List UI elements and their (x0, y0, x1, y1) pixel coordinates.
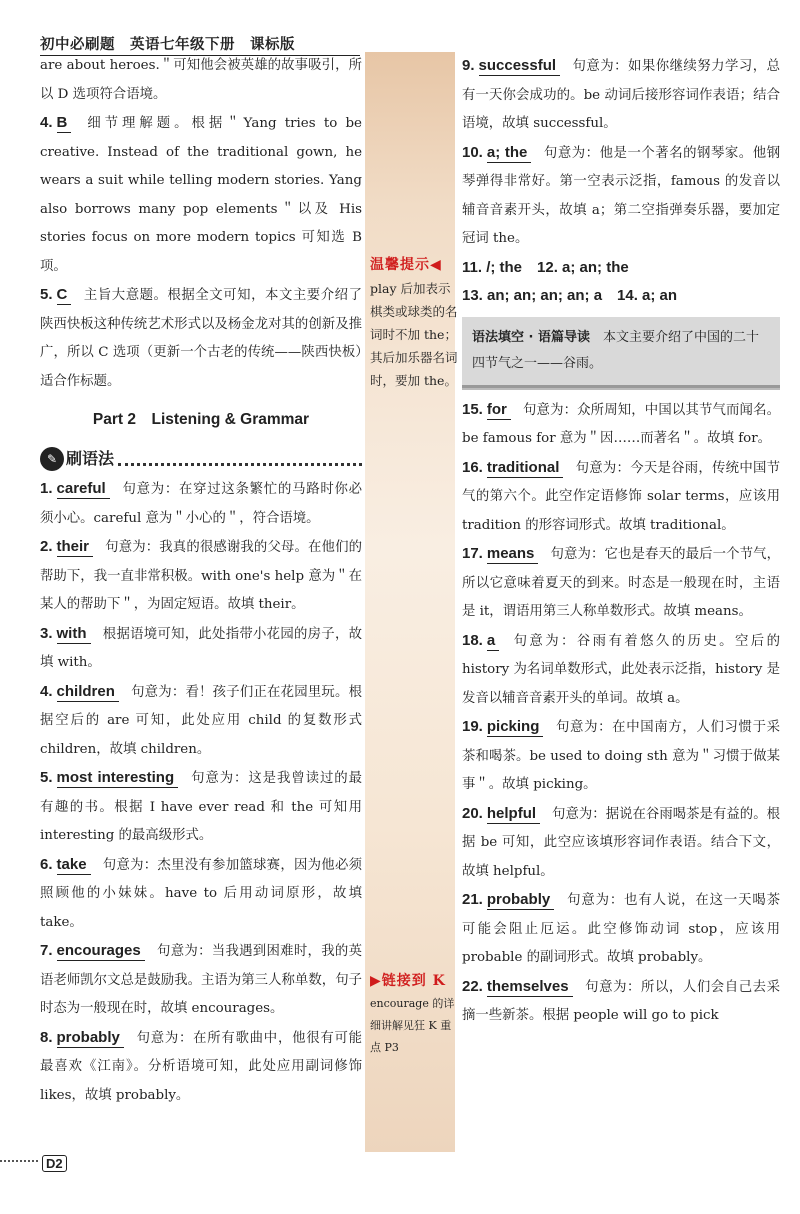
item-text: 细节理解题。根据＂Yang tries to be creative. Instead of the traditional gown, he wears a suit while telling modern stories. Yang also borrows many pop elements＂以及 His stories focus on more modern topics 可知选 B 项。 (40, 116, 362, 274)
item-number: 21. (462, 891, 483, 908)
item-text: 句意为：在穿过这条繁忙的马路时你必须小心。careful 意为＂小心的＂，符合语境。 (40, 482, 362, 526)
item-answer: encourages (57, 942, 145, 961)
item-number: 22. (462, 977, 483, 995)
list-item (462, 886, 780, 973)
item-text: 句意为：所以，人们会自己去采摘一些新茶。根据 people will go to pick (462, 979, 780, 1023)
guide-text: 本文主要介绍了中国的二十四节气之一——谷雨。 (472, 329, 760, 371)
link-title: ▶链接到 K (370, 973, 446, 989)
left-column (40, 52, 362, 1110)
link-note (370, 970, 458, 1059)
item-number: 3. (40, 624, 53, 642)
item-number: 5. (40, 286, 53, 303)
list-item (462, 454, 780, 541)
item-number: 7. (40, 942, 53, 959)
item-text: 句意为：众所周知，中国以其节气而闻名。be famous for 意为＂因……而著名＂。故填 for。 (462, 402, 780, 446)
item-answer: their (57, 538, 94, 557)
item-text: 句意为：在中国南方，人们习惯于采茶和喝茶。be used to doing sth 意为＂习惯于做某事＂。故填 picking。 (462, 720, 780, 792)
item-answer: themselves (487, 978, 573, 997)
item-number: 2. (40, 538, 53, 555)
list-item (40, 533, 362, 620)
item-text: 根据语境可知，此处指带小花园的房子，故填 with。 (40, 626, 362, 670)
list-item (40, 620, 362, 678)
item-number: 20. (462, 804, 483, 822)
list-item (462, 713, 780, 800)
item-answer: children (57, 683, 119, 702)
item-text: 句意为：如果你继续努力学习，总有一天你会成功的。be 动词后接形容词作表语；结合语境，故填 successful。 (462, 59, 780, 131)
item-answer: most interesting (57, 769, 179, 788)
item-number: 1. (40, 480, 53, 497)
list-item (462, 627, 780, 714)
item-text: 句意为：据说在谷雨喝茶是有益的。根据 be 可知，此空应该填形容词作表语。结合下文，故填 helpful。 (462, 806, 780, 879)
answer-line: 11. /; the 12. a; an; the (462, 258, 629, 276)
item-text: 句意为：它也是春天的最后一个节气，所以它意味着夏天的到来。时态是一般现在时，主语是 it，谓语用第三人称单数形式。故填 means。 (462, 547, 780, 619)
page-header: 初中必刷题 英语七年级下册 课标版 (40, 37, 295, 53)
item-number: 15. (462, 400, 483, 418)
list-item (462, 52, 780, 139)
item-answer: means (487, 545, 539, 564)
item-answer: probably (487, 891, 554, 910)
list-item (40, 851, 362, 938)
item-number: 4. (40, 682, 53, 700)
item-answer: helpful (487, 805, 540, 824)
item-answer: with (57, 625, 91, 644)
section-title: Part 2 Listening & Grammar (92, 411, 310, 428)
item-answer: probably (57, 1029, 124, 1048)
list-item (40, 1024, 362, 1111)
guide-label: 语法填空 · 语篇导读 (472, 329, 590, 345)
reading-guide-box (462, 317, 780, 388)
list-item (40, 678, 362, 765)
corner-dots (0, 1160, 38, 1162)
list-item (462, 396, 780, 454)
item-number: 18. (462, 631, 483, 649)
item-number: 19. (462, 718, 483, 735)
item-text: 句意为：也有人说，在这一天喝茶可能会阻止厄运。此空修饰动词 stop，应该用 probable 的副词形式。故填 probably。 (462, 893, 780, 965)
item-answer: for (487, 401, 511, 420)
item-text: 句意为：这是我曾读过的最有趣的书。根据 I have ever read 和 the 可知用 interesting 的最高级形式。 (40, 771, 363, 843)
item-text: 句意为：谷雨有着悠久的历史。空后的 history 为名词单数形式，此处表示泛指，history 是发音以辅音音素开头的单词。故填 a。 (462, 633, 780, 706)
list-item (40, 475, 362, 533)
item-answer: take (57, 856, 91, 875)
item-number: 9. (462, 57, 475, 74)
item-text: 句意为：杰里没有参加篮球赛，因为他必须照顾他的小妹妹。have to 后用动词原形，故填 take。 (40, 857, 362, 930)
page-number: D2 (42, 1155, 67, 1172)
tip-note (370, 254, 458, 392)
link-body: encourage 的详细讲解见狂 K 重点 P3 (370, 997, 455, 1054)
item-number: 4. (40, 114, 53, 131)
pen-icon: ✎ (40, 447, 64, 471)
item-number: 10. (462, 143, 483, 161)
item-text: 句意为：看！孩子们正在花园里玩。根据空后的 are 可知，此处应用 child 的复数形式 children，故填 children。 (40, 684, 362, 757)
list-item (462, 800, 780, 887)
tip-body: play 后加表示棋类或球类的名词时不加 the；其后加乐器名词时，要加 the。 (370, 281, 458, 388)
item-answer: careful (57, 480, 110, 499)
item-number: 6. (40, 855, 53, 873)
list-item (462, 973, 780, 1031)
list-item (462, 139, 780, 254)
practice-heading (40, 445, 362, 474)
tip-title: 温馨提示◀ (370, 257, 442, 273)
item-answer: a; the (487, 144, 532, 163)
item-number: 16. (462, 458, 483, 476)
item-text: 句意为：我真的很感谢我的父母。在他们的帮助下，我一直非常积极。with one's help 意为＂在某人的帮助下＂，为固定短语。故填 their。 (40, 540, 362, 612)
item-number: 8. (40, 1028, 53, 1046)
item-answer: picking (487, 718, 544, 737)
item-answer: traditional (487, 459, 564, 478)
list-item (40, 281, 362, 396)
item-text: 句意为：当我遇到困难时，我的英语老师凯尔文总是鼓励我。主语为第三人称单数，句子时态为一般现在时，故填 encourages。 (40, 944, 362, 1016)
item-answer: C (57, 286, 72, 305)
item-text: 主旨大意题。根据全文可知，本文主要介绍了陕西快板这种传统艺术形式以及杨金龙对其的创新及推广，所以 C 选项（更新一个古老的传统——陕西快板）适合作标题。 (40, 288, 362, 389)
item-answer: B (57, 114, 72, 133)
item-text: 句意为：他是一个著名的钢琴家。他钢琴弹得非常好。第一空表示泛指，famous 的发音以辅音音素开头，故填 a；第二空指弹奏乐器，要加定冠词 the。 (462, 145, 781, 246)
item-text: 句意为：在所有歌曲中，他很有可能最喜欢《江南》。分析语境可知，此处应用副词修饰 likes，故填 probably。 (40, 1030, 362, 1103)
item-number: 5. (40, 769, 53, 786)
list-item (40, 764, 362, 851)
dotted-rule (118, 451, 362, 466)
item-number: 17. (462, 545, 483, 562)
item-text: 句意为：今天是谷雨，传统中国节气的第六个。此空作定语修饰 solar terms，应该用 tradition 的形容词形式。故填 traditional。 (462, 460, 780, 533)
intro-text: are about heroes.＂可知他会被英雄的故事吸引，所以 D 选项符合语境。 (40, 58, 362, 102)
answer-line: 13. an; an; an; an; a 14. a; an (462, 287, 678, 304)
item-answer: successful (479, 57, 561, 76)
item-answer: a (487, 632, 499, 651)
list-item (462, 540, 780, 627)
right-column (462, 52, 780, 1031)
practice-label: 刷语法 (66, 448, 115, 468)
list-item (40, 109, 362, 281)
list-item (40, 937, 362, 1024)
